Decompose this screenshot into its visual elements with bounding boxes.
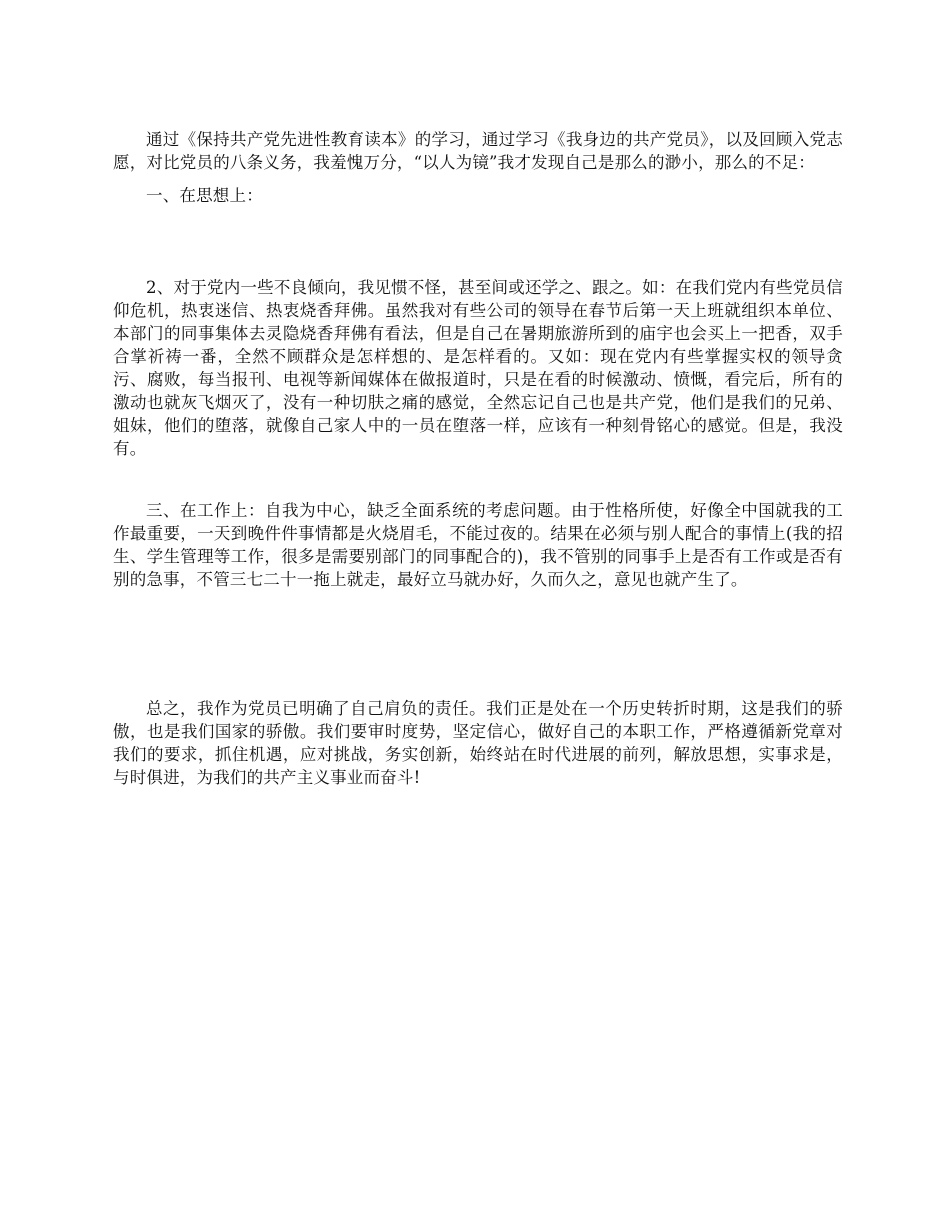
paragraph-conclusion: 总之，我作为党员已明确了自己肩负的责任。我们正是处在一个历史转折时期，这是我们的骄傲，也是我们国家的骄傲。我们要审时度势，坚定信心，做好自己的本职工作，严格遵循新党章对我们的要求，抓住机遇，应对挑战，务实创新，始终站在时代进展的前列，解放思想，实事求是，与时俱进，为我们的共产主义事业而奋斗! <box>113 699 843 787</box>
paragraph-intro: 通过《保持共产党先进性教育读本》的学习，通过学习《我身边的共产党员》，以及回顾入党志愿，对比党员的八条义务，我羞愧万分，“以人为镜”我才发现自己是那么的渺小，那么的不足： <box>113 130 843 172</box>
heading-ideology: 一、在思想上： <box>146 186 263 205</box>
paragraph-point-2: 2、对于党内一些不良倾向，我见惯不怪，甚至间或还学之、跟之。如：在我们党内有些党员信仰危机，热衷迷信、热衷烧香拜佛。虽然我对有些公司的领导在春节后第一天上班就组织本单位、本部门的同事集体去灵隐烧香拜佛有看法，但是自己在暑期旅游所到的庙宇也会买上一把香，双手合掌祈祷一番，全然不顾群众是怎样想的、是怎样看的。又如：现在党内有些掌握实权的领导贪污、腐败，每当报刊、电视等新闻媒体在做报道时，只是在看的时候激动、愤慨，看完后，所有的激动也就灰飞烟灭了，没有一种切肤之痛的感觉，全然忘记自己也是共产党，他们是我们的兄弟、姐妹，他们的堕落，就像自己家人中的一员在堕落一样，应该有一种刻骨铭心的感觉。但是，我没有。 <box>113 278 843 458</box>
paragraph-work: 三、在工作上：自我为中心，缺乏全面系统的考虑问题。由于性格所使，好像全中国就我的工作最重要，一天到晚件件事情都是火烧眉毛，不能过夜的。结果在必须与别人配合的事情上(我的招生、学生管理等工作，很多是需要别部门的同事配合的)，我不管别的同事手上是否有工作或是否有别的急事，不管三七二十一拖上就走，最好立马就办好，久而久之，意见也就产生了。 <box>113 501 843 589</box>
